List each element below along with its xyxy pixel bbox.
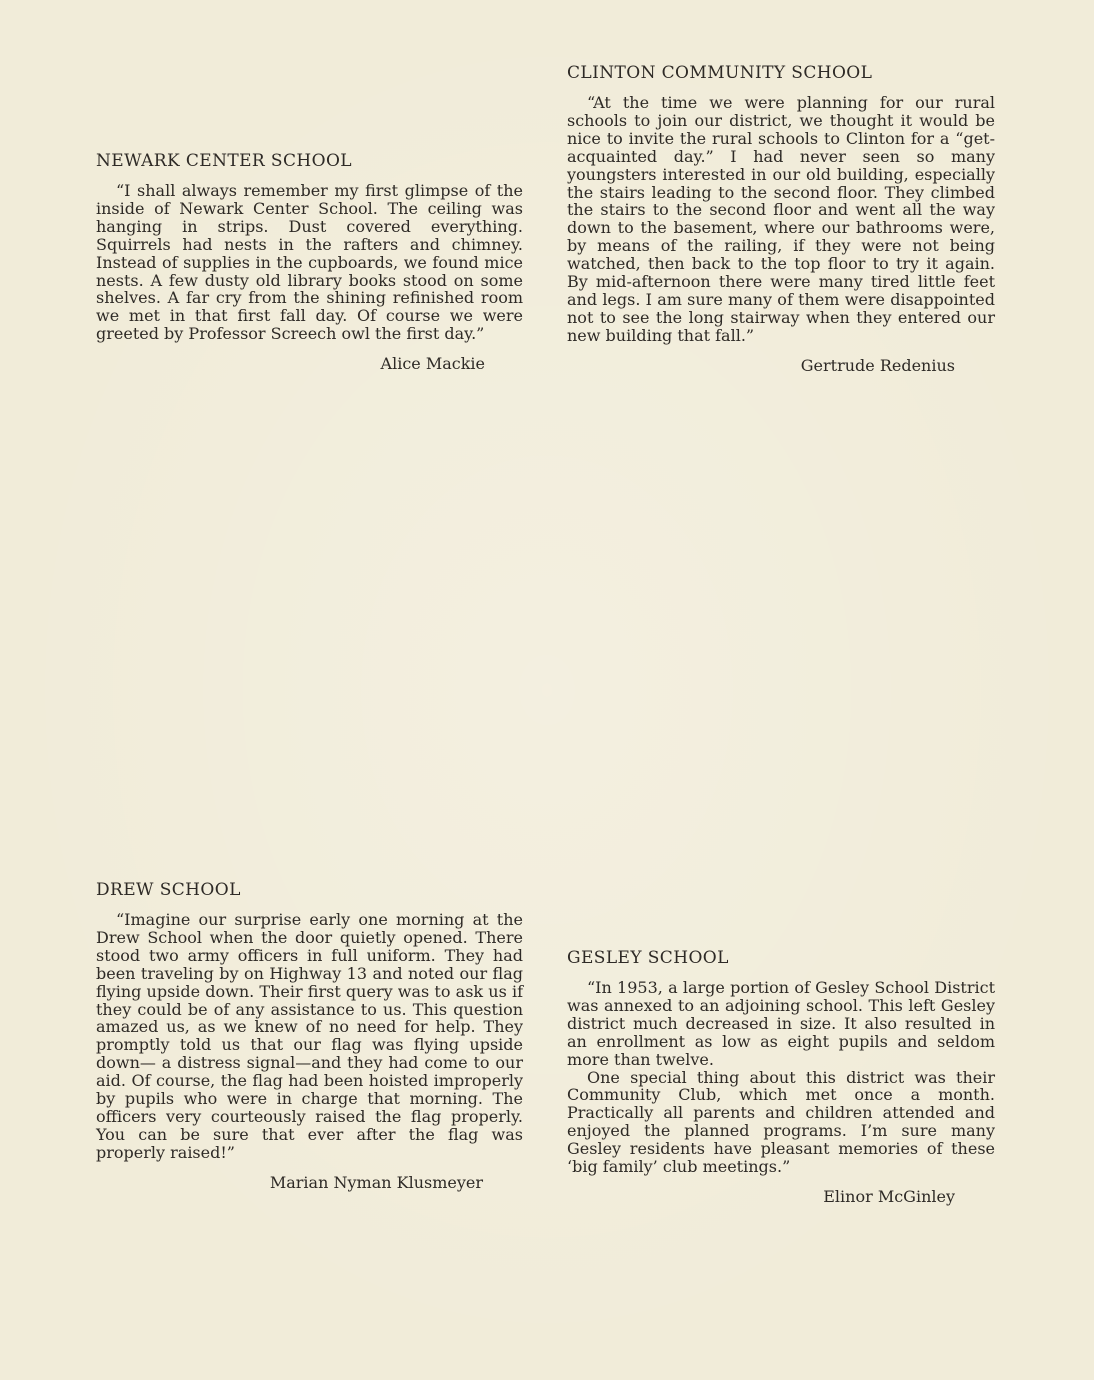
story-paragraph: “I shall always remember my first glimpse of the inside of Newark Center School. The ceiling was hanging in strips. Dust covered everything. Squirrels had nests in the rafters and chimney. Instead of supplies in the cupboards, we found mice nests. A few dusty old library books stood on some shelves. A far cry from the shining refinished room we met in that first fall day. Of course we were greeted by Professor Screech owl the first day.”: [96, 181, 523, 344]
story-paragraph: One special thing about this district was their Community Club, which met once a month. Practically all parents and children attended and enjoyed the planned programs. I’m sure many Gesley residents have pleasant memories of these ‘big family’ club meetings.”: [567, 1067, 995, 1177]
story-heading: DREW SCHOOL: [96, 880, 241, 900]
story-clinton-community-school: [567, 63, 995, 375]
story-author: Gertrude Redenius: [800, 355, 955, 375]
story-author: Marian Nyman Klusmeyer: [269, 1172, 483, 1192]
story-paragraph: “Imagine our surprise early one morning at the Drew School when the door quietly opened. There stood two army officers in full uniform. They had been traveling by on Highway 13 and noted our flag flying upside down. Their first query was to ask us if they could be of any assistance to us. This question amazed us, as we knew of no need for help. They promptly told us that our flag was flying upside down— a distress signal—and they had come to our aid. Of course, the flag had been hoisted improperly by pupils who were in charge that morning. The officers very courteously raised the flag properly. You can be sure that ever after the flag was properly raised!”: [96, 910, 523, 1162]
story-heading: CLINTON COMMUNITY SCHOOL: [567, 63, 873, 83]
story-heading: GESLEY SCHOOL: [567, 948, 729, 968]
story-newark-center-school: [96, 151, 523, 373]
story-drew-school: [96, 880, 523, 1192]
story-paragraph: “At the time we were planning for our rural schools to join our district, we thought it would be nice to invite the rural schools to Clinton for a “get-acquainted day.” I had never seen so many youngsters interested in our old building, especially the stairs leading to the second floor. They climbed the stairs to the second floor and went all the way down to the basement, where our bathrooms were, by means of the railing, if they were not being watched, then back to the top floor to try it again. By mid-afternoon there were many tired little feet and legs. I am sure many of them were disappointed not to see the long stairway when they entered our new building that fall.”: [567, 93, 995, 345]
story-author: Alice Mackie: [380, 354, 485, 374]
story-gesley-school: [567, 948, 995, 1206]
story-paragraph: “In 1953, a large portion of Gesley School District was annexed to an adjoining school. This left Gesley district much decreased in size. It also resulted in an enrollment as low as eight pupils and seldom more than twelve.: [567, 978, 995, 1069]
story-heading: NEWARK CENTER SCHOOL: [96, 151, 352, 171]
story-author: Elinor McGinley: [823, 1186, 955, 1206]
